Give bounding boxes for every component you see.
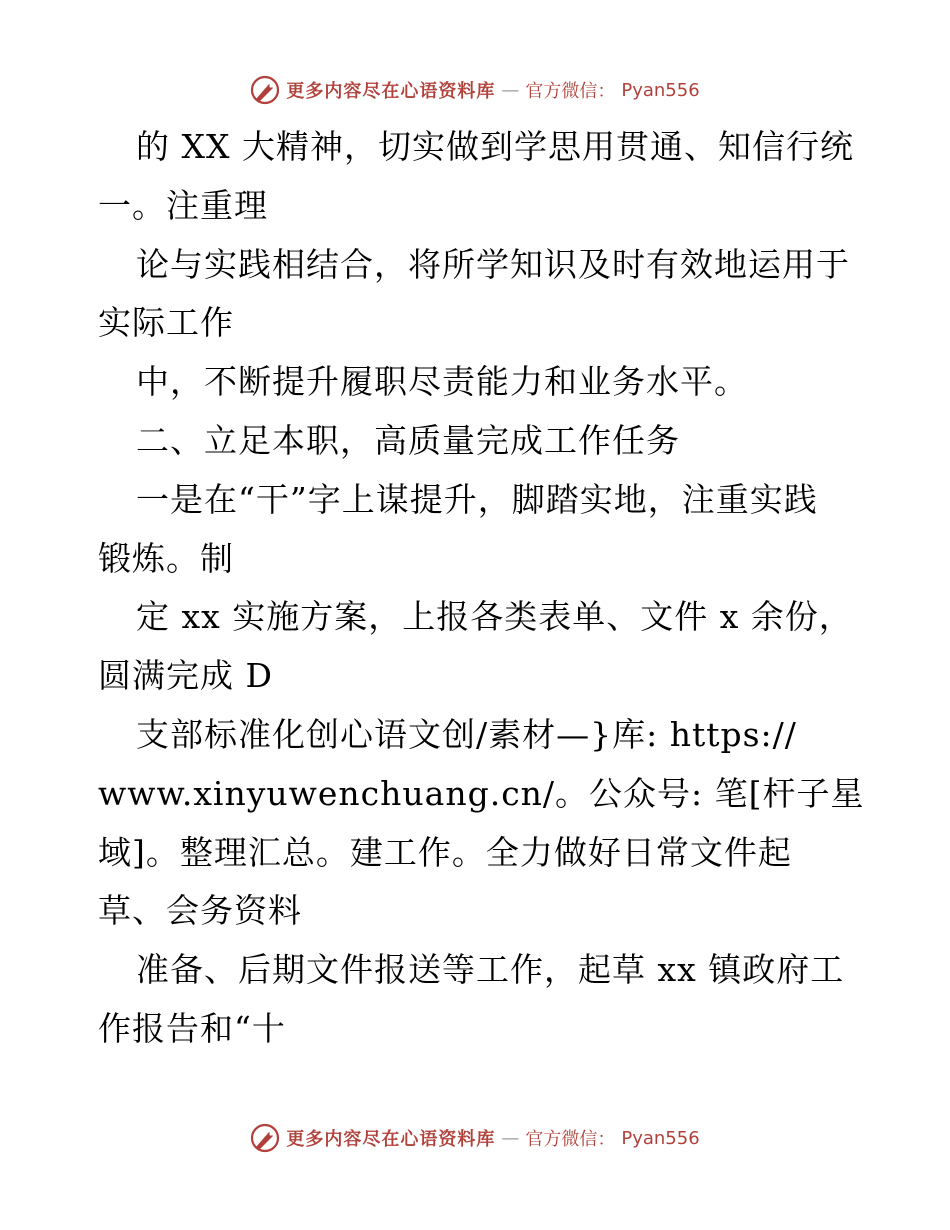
pen-nib-logo-icon	[250, 1123, 280, 1153]
watermark-brand: 更多内容尽在心语资料库	[286, 1129, 496, 1150]
text-line: 定 xx 实施方案，上报各类表单、文件 x 余份，	[136, 597, 853, 637]
header-watermark	[0, 70, 950, 110]
pen-nib-logo-icon	[250, 75, 280, 105]
text-line: 支部标准化创心语文创/素材—}库: https://	[136, 714, 797, 754]
watermark-official-label: 官方微信：	[525, 81, 616, 102]
text-line: www.xinyuwenchuang.cn/。公众号: 笔[杆子星	[98, 773, 865, 813]
watermark-wechat-id: Pyan556	[621, 1127, 700, 1149]
text-line: 域]。整理汇总。建工作。全力做好日常文件起	[98, 832, 792, 872]
watermark-official-label: 官方微信：	[525, 1129, 616, 1150]
watermark-wechat-id: Pyan556	[621, 79, 700, 101]
text-line: 准备、后期文件报送等工作，起草 xx 镇政府工	[136, 950, 845, 990]
text-line: 一。注重理	[98, 185, 268, 225]
text-line: 一是在“干”字上谋提升，脚踏实地，注重实践	[136, 479, 818, 519]
text-line: 圆满完成 D	[98, 656, 273, 696]
text-line: 论与实践相结合，将所学知识及时有效地运用于	[136, 244, 850, 284]
footer-watermark	[0, 1118, 950, 1158]
text-line: 中，不断提升履职尽责能力和业务水平。	[136, 362, 748, 402]
watermark-separator: —	[501, 79, 520, 101]
text-line: 作报告和“十	[98, 1008, 286, 1048]
text-line: 的 XX 大精神，切实做到学思用贯通、知信行统	[136, 127, 854, 166]
watermark-separator: —	[501, 1127, 520, 1149]
section-heading: 二、立足本职，高质量完成工作任务	[136, 420, 680, 460]
watermark-brand: 更多内容尽在心语资料库	[286, 81, 496, 102]
text-line: 草、会务资料	[98, 891, 302, 931]
document-body	[98, 118, 865, 1059]
text-line: 实际工作	[98, 303, 234, 343]
text-line: 锻炼。制	[98, 538, 234, 578]
